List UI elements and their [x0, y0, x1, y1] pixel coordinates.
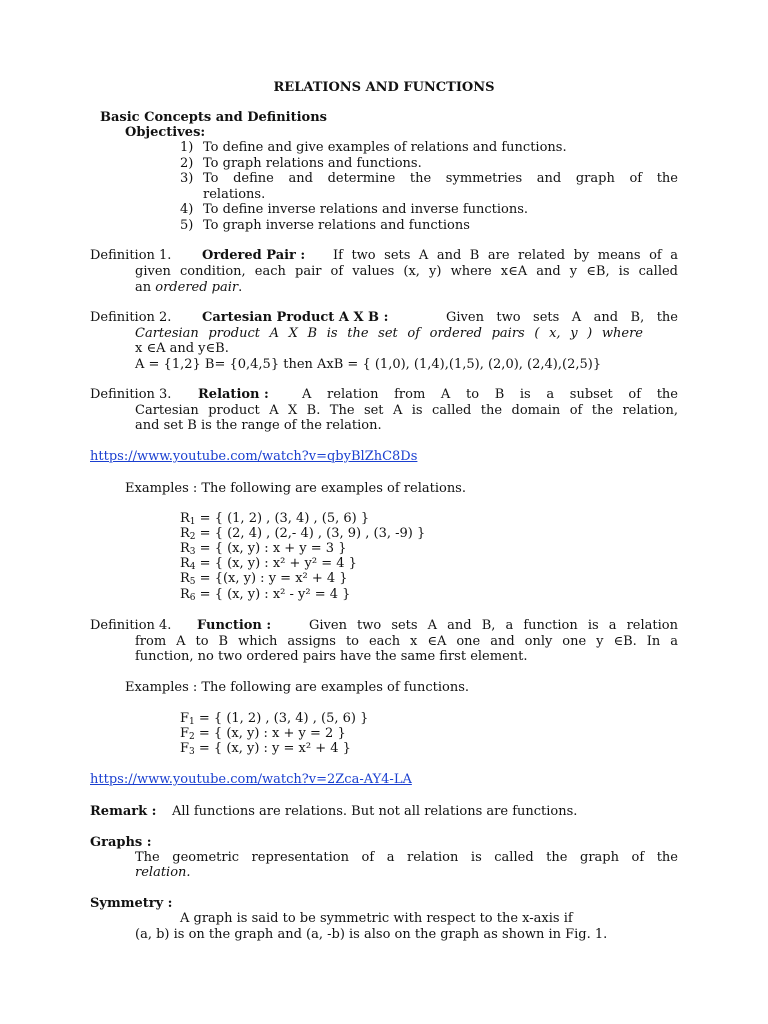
graphs-text: relation.	[135, 865, 191, 880]
list-item: $F_3$ = { (x, y) : y = x² + 4 }	[180, 741, 351, 757]
list-item: $R_5 = \{(x$, y) : y = x² + 4 }	[180, 571, 348, 587]
objective-number: 4)	[180, 202, 194, 217]
cartesian-example: A = {1,2} B= {0,4,5} then AxB = { (1,0), (1,4),(1,5), (2,0), (2,4),(2,5)}	[135, 357, 602, 372]
list-item: $R_3$ = { (x, y) : x + y = 3 }	[180, 541, 347, 557]
list-item: $R_4$ = { (x, y) : x² + y² = 4 }	[180, 556, 357, 572]
definition-1-label: Definition 1.	[90, 248, 172, 263]
definition-2-term: Cartesian Product A X B :	[202, 310, 389, 325]
definition-4-line: from A to B which assigns to each x ∈A one and only one y ∈B. In a	[135, 634, 678, 649]
relations-examples-intro: Examples : The following are examples of relations.	[125, 481, 466, 496]
objective-text: To graph inverse relations and functions	[203, 218, 470, 233]
objective-number: 3)	[180, 171, 194, 186]
symmetry-text: A graph is said to be symmetric with respect to the x-axis if	[180, 911, 573, 926]
definition-3-label: Definition 3.	[90, 387, 172, 402]
remark-label: Remark :	[90, 804, 157, 819]
graphs-label: Graphs :	[90, 835, 152, 850]
objective-text: To define and determine the symmetries and graph of the	[203, 171, 678, 186]
objective-number: 1)	[180, 140, 194, 155]
objective-number: 5)	[180, 218, 194, 233]
youtube-link-functions[interactable]: https://www.youtube.com/watch?v=2Zca-AY4-LA	[90, 772, 412, 787]
symmetry-label: Symmetry :	[90, 896, 173, 911]
objective-text: To graph relations and functions.	[203, 156, 422, 171]
list-item: $F_1$ = { (1, 2) , (3, 4) , (5, 6) }	[180, 711, 369, 727]
definition-3-line: and set B is the range of the relation.	[135, 418, 382, 433]
definition-3-line: A relation from A to B is a subset of the	[302, 387, 678, 402]
definition-2-label: Definition 2.	[90, 310, 172, 325]
graphs-text: The geometric representation of a relation is called the graph of the	[135, 850, 678, 865]
definition-1-line: an ordered pair.	[135, 280, 243, 295]
functions-examples-intro: Examples : The following are examples of functions.	[125, 680, 470, 695]
objective-text: relations.	[203, 187, 266, 202]
definition-4-line: function, no two ordered pairs have the same first element.	[135, 649, 528, 664]
definition-2-line: Given two sets A and B, the	[446, 310, 678, 325]
objective-number: 2)	[180, 156, 194, 171]
definition-3-term: Relation :	[198, 387, 269, 402]
definition-4-term: Function :	[197, 618, 272, 633]
section-heading: Basic Concepts and Definitions	[100, 110, 327, 125]
remark-text: All functions are relations. But not all relations are functions.	[172, 804, 578, 819]
objective-text: To define inverse relations and inverse functions.	[203, 202, 529, 217]
definition-2-line: Cartesian product A X B is the set of ordered pairs ( x, y ) where	[135, 326, 643, 341]
definition-4-line: Given two sets A and B, a function is a relation	[309, 618, 678, 633]
definition-1-line: If two sets A and B are related by means of a	[333, 248, 678, 263]
list-item: $R_1$ = { (1, 2) , (3, 4) , (5, 6) }	[180, 511, 370, 527]
definition-1-line: given condition, each pair of values (x, y) where x∈A and y ∈B, is called	[135, 264, 678, 279]
symmetry-text: (a, b) is on the graph and (a, -b) is also on the graph as shown in Fig. 1.	[135, 927, 608, 942]
youtube-link-relations[interactable]: https://www.youtube.com/watch?v=qbyBlZhC8Ds	[90, 449, 418, 464]
objective-text: To define and give examples of relations and functions.	[203, 140, 567, 155]
definition-2-line: x ∈A and y∈B.	[135, 341, 229, 356]
page-title: RELATIONS AND FUNCTIONS	[273, 80, 495, 95]
list-item: $R_6$ = { (x, y) : x² - y² = 4 }	[180, 587, 351, 603]
objectives-label: Objectives:	[125, 125, 206, 140]
definition-1-term: Ordered Pair :	[202, 248, 306, 263]
definition-3-line: Cartesian product A X B. The set A is called the domain of the relation,	[135, 403, 678, 418]
list-item: $F_2$ = { (x, y) : x + y = 2 }	[180, 726, 346, 742]
list-item: $R_2$ = { (2, 4) , (2,- 4) , (3, 9) , (3, -9) }	[180, 526, 426, 542]
definition-4-label: Definition 4.	[90, 618, 172, 633]
